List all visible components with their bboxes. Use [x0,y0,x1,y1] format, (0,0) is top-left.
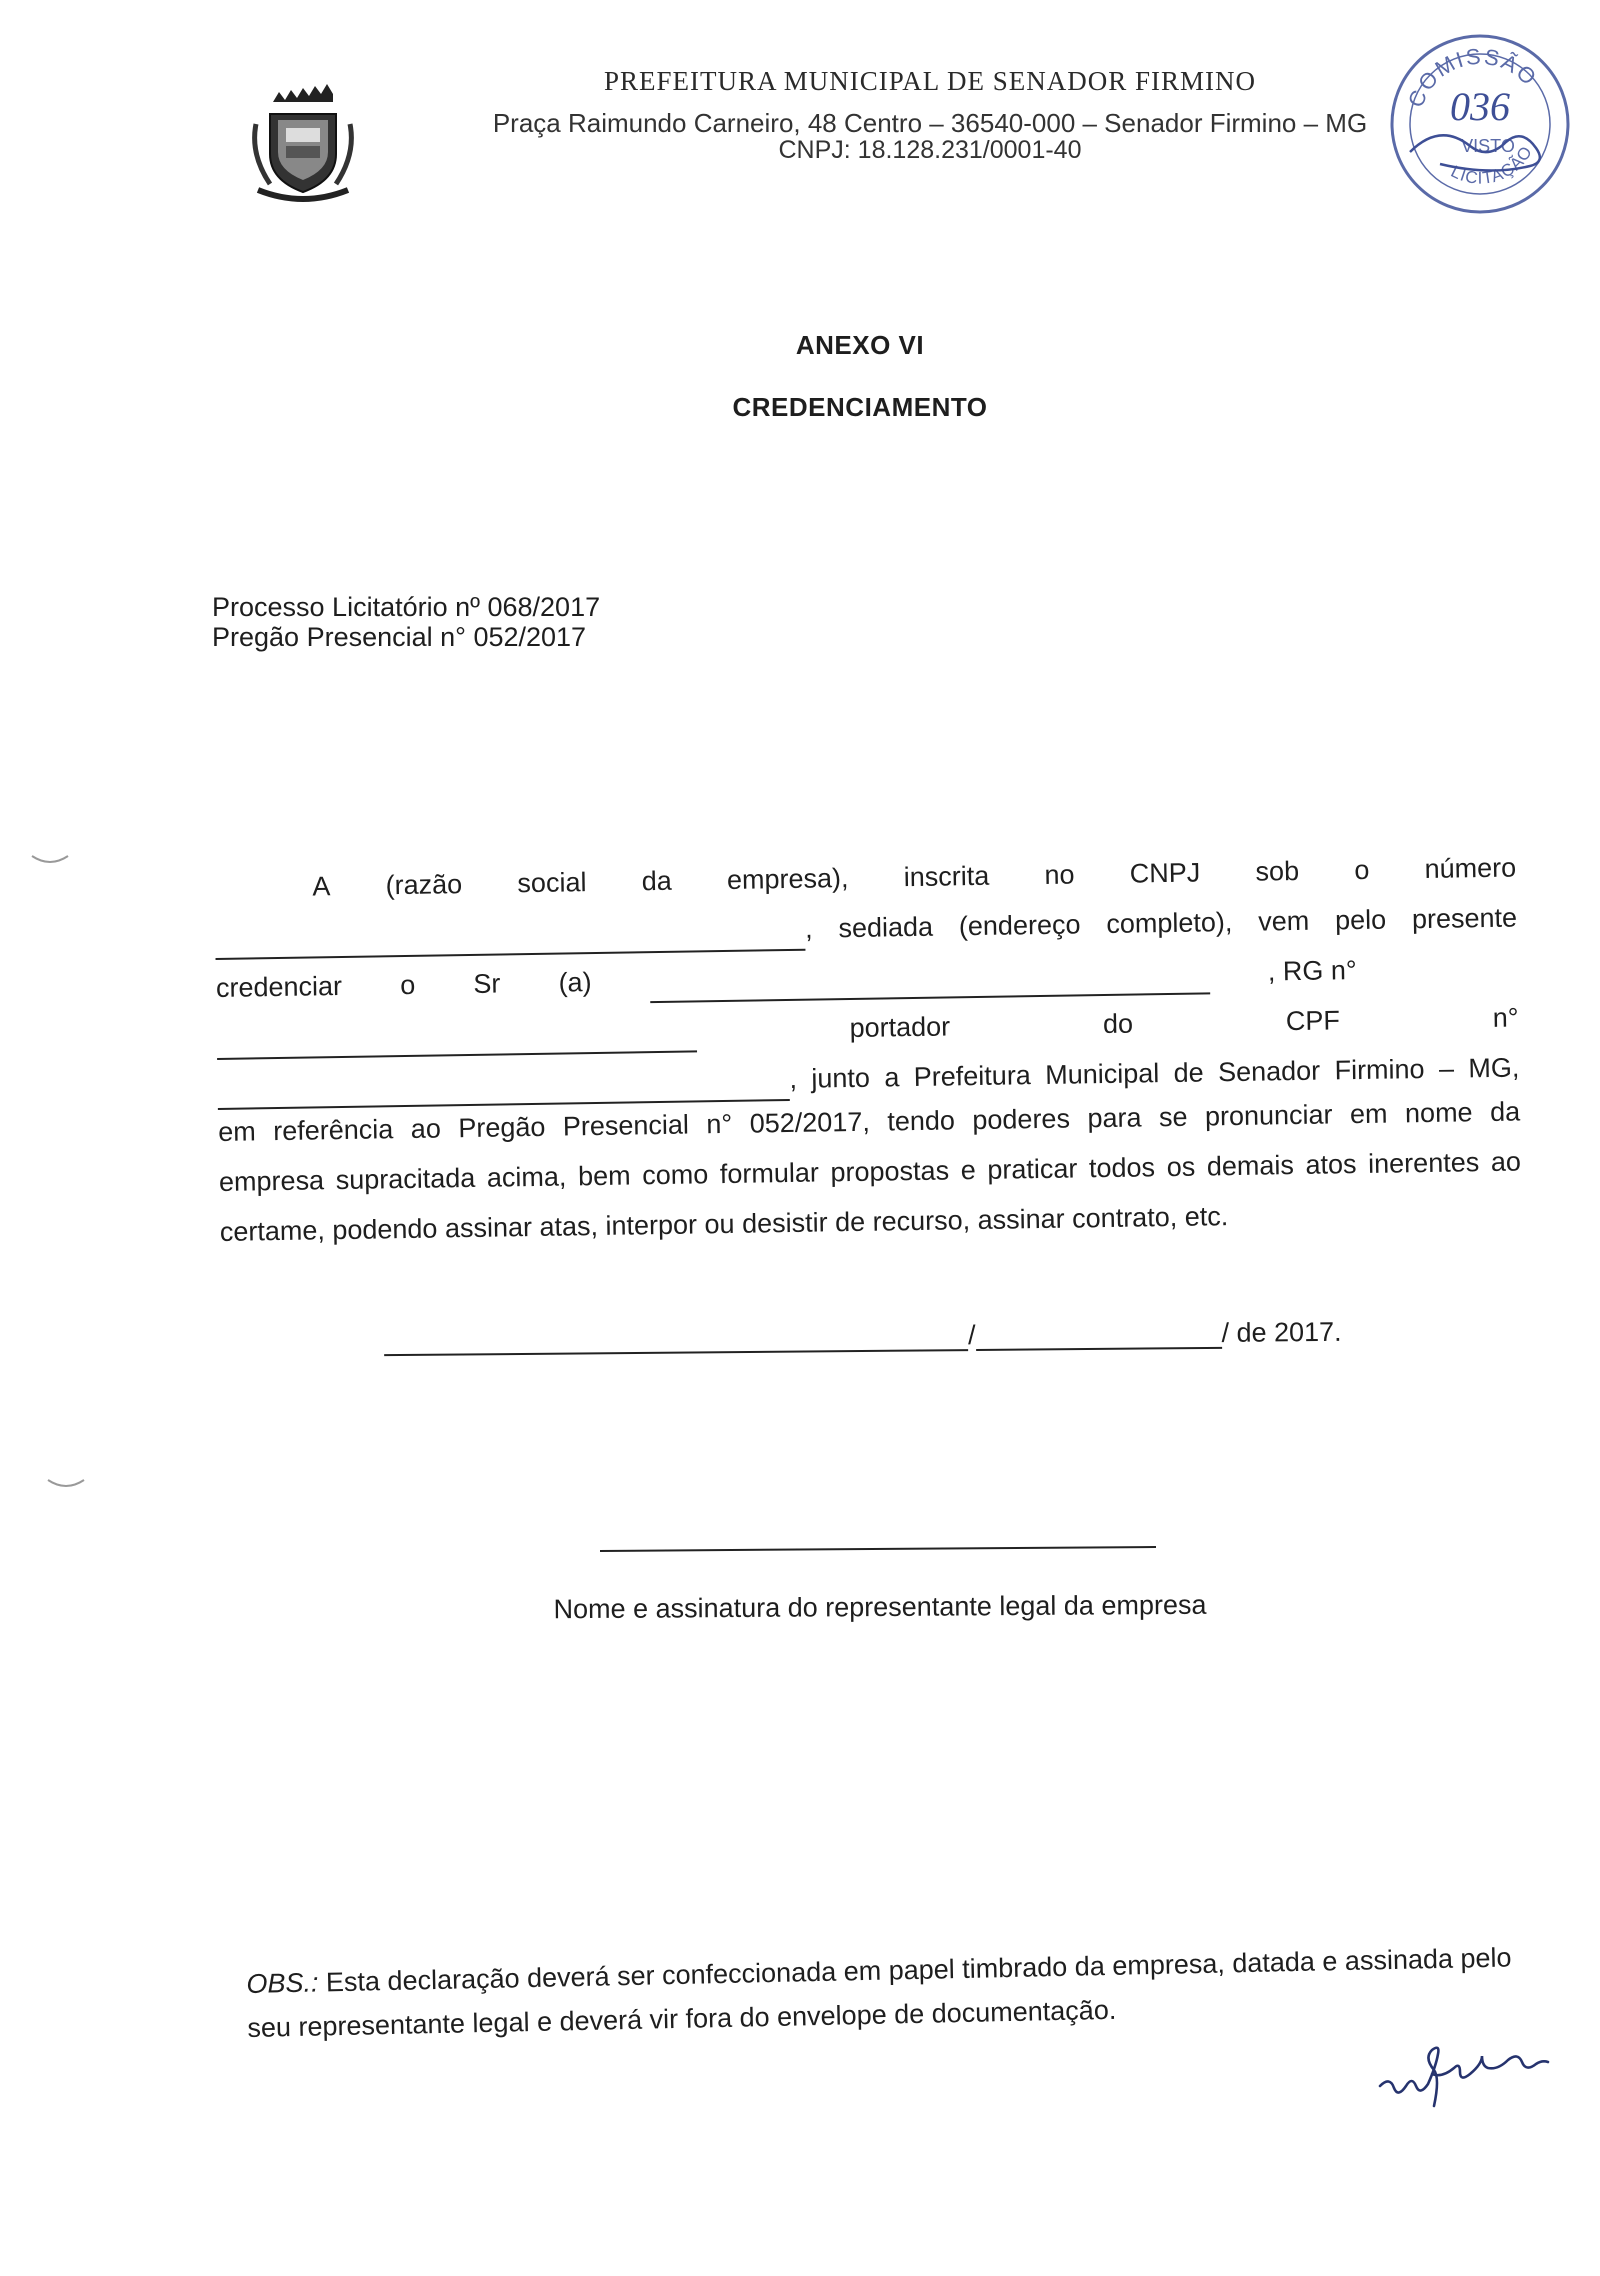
paragraph-line-6: em referência ao Pregão Presencial n° 052/2017, tendo poderes para se pronunciar em nome da [218,1096,1521,1147]
obs-text: Esta declaração deverá ser confeccionada em papel timbrado da empresa, datada e assinada pelo seu representante legal e deverá vir fora do envelope de documentação. [247,1942,1512,2043]
paragraph-line-5: , junto a Prefeitura Municipal de Senador Firmino – MG, [217,1040,1520,1110]
auction-number: Pregão Presencial n° 052/2017 [212,622,587,652]
date-month-blank[interactable] [975,1317,1221,1351]
stamp-number: 036 [1450,84,1510,129]
stamp-top-text: COMISSÃO [1402,43,1543,111]
header-title: PREFEITURA MUNICIPAL DE SENADOR FIRMINO [603,66,1257,96]
signature-line[interactable] [600,1546,1156,1552]
commission-stamp [1380,24,1580,224]
paragraph-line-1: A (razão social da empresa), inscrita no CNPJ sob o número [312,852,1517,902]
paragraph-line-3: credenciar o Sr (a) , RG n° [215,955,1357,1003]
header-address: Praça Raimundo Carneiro, 48 Centro – 36540-000 – Senador Firmino – MG [492,108,1368,138]
paragraph-line-4: portador do CPF n° [216,990,1519,1060]
paragraph-line-2: , sediada (endereço completo), vem pelo presente [215,890,1518,960]
stamp-bottom-text: LICITAÇÃO [1447,142,1537,188]
date-separator: / [967,1320,976,1351]
observation-note [246,1935,1544,2050]
date-city-day-blank[interactable] [384,1319,968,1356]
punch-hole-mark [46,1476,86,1492]
date-field [384,1316,1342,1356]
declaration-paragraph [214,842,1522,1260]
annex-subtitle: CREDENCIAMENTO [732,392,988,422]
paragraph-line-7: empresa supracitada acima, bem como formular propostas e praticar todos os demais atos inerentes ao [218,1146,1522,1197]
signature-caption: Nome e assinatura do representante legal da empresa [553,1589,1207,1625]
annex-title: ANEXO VI [795,330,925,360]
handwritten-initials [1376,2040,1566,2110]
stamp-middle-text: VISTO [1461,136,1515,156]
date-suffix: / de 2017. [1221,1316,1342,1348]
header-cnpj: CNPJ: 18.128.231/0001-40 [778,136,1082,164]
paragraph-line-8: certame, podendo assinar atas, interpor ou desistir de recurso, assinar contrato, etc. [219,1201,1229,1247]
process-number: Processo Licitatório nº 068/2017 [212,592,601,622]
punch-hole-mark [30,852,70,868]
obs-label: OBS.: [246,1967,319,1999]
